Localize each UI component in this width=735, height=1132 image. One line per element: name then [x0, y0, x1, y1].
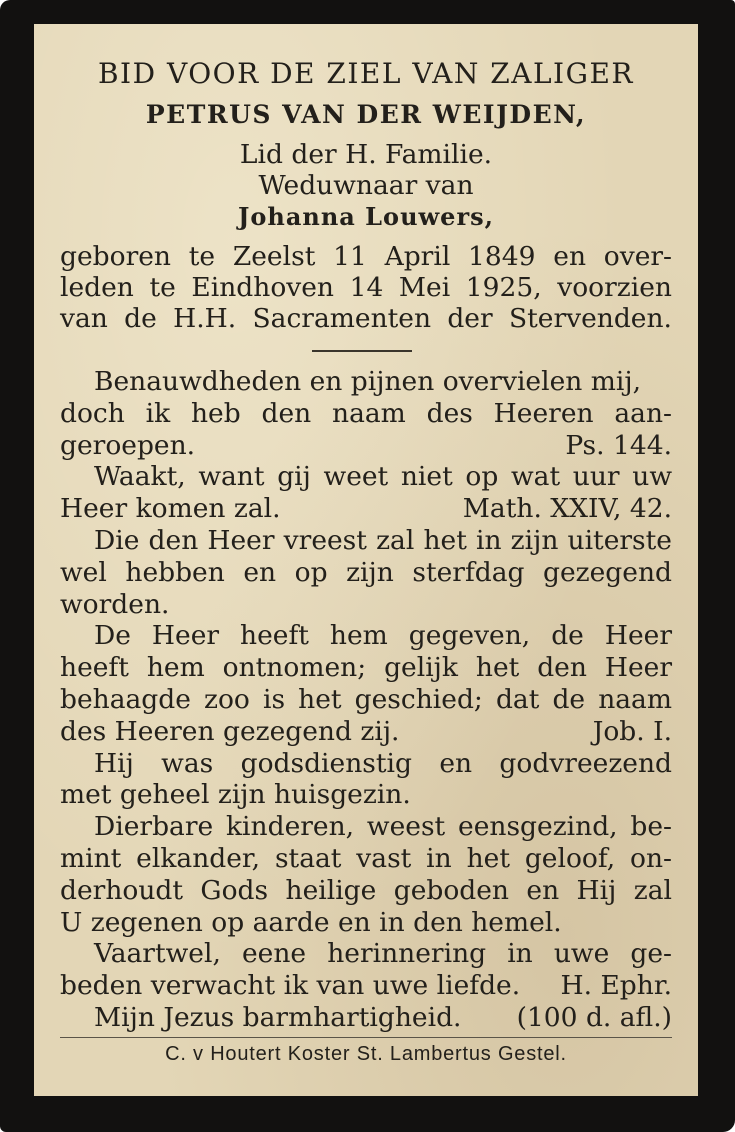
verse-text: Vaartwel, eene herinnering in uwe ge-: [94, 938, 672, 970]
verse-line: [60, 716, 672, 747]
verse-text: Heer komen zal.: [60, 493, 281, 525]
verse-text: worden.: [60, 588, 170, 620]
verse-line: [94, 748, 672, 779]
verse-line: [60, 907, 672, 938]
verse-line: [94, 525, 672, 556]
verse-line: [60, 589, 672, 620]
verse-text: Hij was godsdienstig en godvreezend: [94, 747, 672, 779]
verse-text: des Heeren gezegend zij.: [60, 715, 400, 747]
verse-text: Dierbare kinderen, weest eensgezind, be-: [94, 811, 672, 843]
verse-text: Benauwdheden en pijnen overvielen mij,: [94, 366, 641, 397]
verse-text: Waakt, want gij weet niet op wat uur uw: [94, 461, 672, 493]
verse-text: beden verwacht ik van uwe liefde.: [60, 970, 521, 1002]
verse-text: geroepen.: [60, 429, 196, 461]
widower-line: Weduwnaar van: [258, 170, 474, 201]
verse-line: [60, 684, 672, 715]
deceased-name: PETRUS VAN DER WEIJDEN,: [145, 100, 587, 129]
verse-line: [94, 1002, 672, 1033]
verse-line: [60, 652, 672, 683]
card-heading: BID VOOR DE ZIEL VAN ZALIGER: [97, 57, 634, 90]
verse-line: [60, 430, 672, 461]
spouse-name: Johanna Louwers,: [238, 202, 494, 231]
verse-text: U zegenen op aarde en in den hemel.: [60, 906, 562, 938]
verse-text: wel hebben en op zijn sterfdag gezegend: [60, 556, 672, 588]
verse-line: [60, 779, 672, 810]
verse-line: [94, 366, 672, 397]
verse-reference: Job. I.: [592, 715, 672, 747]
membership-line: Lid der H. Familie.: [239, 139, 493, 170]
printer-credit: C. v Houtert Koster St. Lambertus Gestel.: [165, 1043, 567, 1065]
verse-line: [60, 843, 672, 874]
verse-text: derhoudt Gods heilige geboden en Hij zal: [60, 874, 672, 906]
verse-line: [94, 461, 672, 492]
verse-text: behaagde zoo is het geschied; dat de naam: [60, 684, 672, 715]
verse-line: [94, 811, 672, 842]
biography-line: van de H.H. Sacramenten der Stervenden.: [60, 303, 672, 334]
verse-line: [94, 938, 672, 969]
verse-text: heeft hem ontnomen; gelijk het den Heer: [60, 652, 672, 684]
verse-reference: Ps. 144.: [565, 429, 672, 461]
verse-line: [60, 875, 672, 906]
divider: [312, 350, 412, 352]
biography-line: geboren te Zeelst 11 April 1849 en over-: [60, 241, 672, 272]
verse-line: [60, 493, 672, 524]
verse-line: [60, 557, 672, 588]
verse-line: [94, 620, 672, 651]
verse-text: Mijn Jezus barmhartigheid.: [94, 1002, 462, 1033]
verse-text: De Heer heeft hem gegeven, de Heer: [94, 620, 672, 652]
verse-text: met geheel zijn huisgezin.: [60, 779, 411, 811]
verse-text: Die den Heer vreest zal het in zijn uiterste: [94, 525, 672, 556]
verse-reference: (100 d. afl.): [516, 1002, 672, 1033]
verse-line: [60, 970, 672, 1001]
verse-text: doch ik heb den naam des Heeren aan-: [60, 397, 672, 429]
verse-reference: H. Ephr.: [560, 970, 672, 1002]
verse-text: mint elkander, staat vast in het geloof, on-: [60, 843, 672, 874]
footer-rule: [60, 1037, 672, 1038]
verse-line: [60, 398, 672, 429]
biography-line: leden te Eindhoven 14 Mei 1925, voorzien: [60, 272, 672, 303]
verse-reference: Math. XXIV, 42.: [462, 493, 672, 525]
